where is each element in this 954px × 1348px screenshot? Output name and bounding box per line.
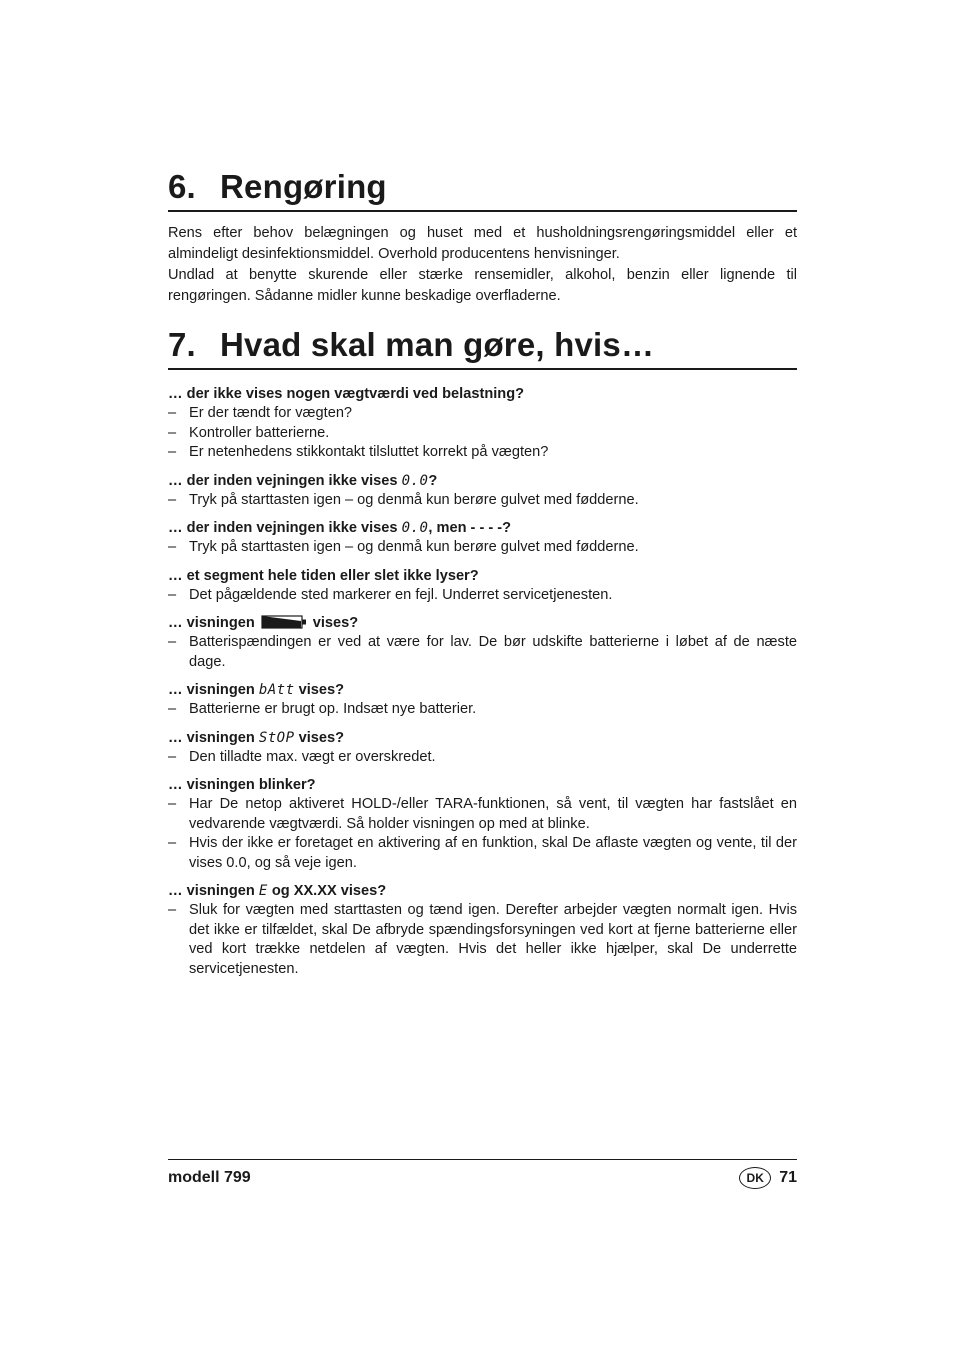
question: [168, 728, 797, 748]
question-text-suffix: ?: [428, 472, 438, 489]
answer-item: [168, 538, 797, 558]
qa-item: [168, 518, 797, 558]
answer-text: Tryk på starttasten igen – og denmå kun berøre gulvet med fødderne.: [189, 539, 639, 555]
question-text: … et segment hele tiden eller slet ikke lyser?: [168, 567, 479, 584]
answer-text: Tryk på starttasten igen – og denmå kun berøre gulvet med fødderne.: [189, 491, 639, 508]
answer-text: Kontroller batterierne.: [189, 424, 330, 441]
low-battery-icon: [261, 615, 307, 629]
section-6-title: Rengøring: [220, 168, 387, 205]
question: [168, 471, 797, 491]
qa-item: [168, 471, 797, 511]
answer-list: [168, 633, 797, 672]
answer-item: [168, 834, 797, 873]
answer-item: [168, 424, 797, 444]
question: [168, 518, 797, 538]
question-text: … der inden vejningen ikke vises: [168, 472, 402, 489]
display-segment-text: 0.0: [401, 520, 429, 536]
answer-text: Batterierne er brugt op. Indsæt nye batterier.: [189, 701, 477, 717]
question-text: … visningen: [168, 615, 255, 631]
dash-bullet: –: [168, 424, 177, 441]
display-segment-text: E: [258, 883, 268, 899]
display-segment-text: 0.0: [401, 472, 429, 489]
qa-item: [168, 881, 797, 979]
section-troubleshooting: [168, 326, 797, 979]
page-footer: [168, 1159, 797, 1186]
qa-item: [168, 566, 797, 606]
answer-item: [168, 491, 797, 511]
answer-item: [168, 901, 797, 979]
answer-item: [168, 443, 797, 463]
qa-item: [168, 775, 797, 873]
question-text: … der ikke vises nogen vægtværdi ved belastning?: [168, 386, 525, 402]
answer-list: [168, 901, 797, 979]
answer-item: [168, 404, 797, 424]
question-text-suffix: vises?: [294, 729, 345, 746]
dash-bullet: –: [168, 902, 177, 918]
question: [168, 613, 797, 633]
answer-text: Er netenhedens stikkontakt tilsluttet korrekt på vægten?: [189, 444, 549, 460]
qa-item: [168, 680, 797, 720]
qa-item: [168, 613, 797, 672]
answer-list: [168, 404, 797, 463]
qa-list: [168, 384, 797, 979]
dash-bullet: –: [168, 701, 177, 717]
question: [168, 680, 797, 700]
question-text-suffix: vises?: [294, 682, 345, 698]
dash-bullet: –: [168, 444, 177, 460]
display-segment-text: bAtt: [258, 682, 295, 698]
answer-item: [168, 633, 797, 672]
answer-item: [168, 700, 797, 720]
answer-list: [168, 700, 797, 720]
answer-text: Hvis der ikke er foretaget en aktivering af en funktion, skal De aflaste vægten og vente, til der vises 0.0, og så veje igen.: [189, 835, 797, 871]
question-text: … visningen: [168, 883, 259, 899]
question: [168, 881, 797, 901]
answer-item: [168, 748, 797, 768]
display-segment-text: StOP: [258, 729, 295, 746]
page-number: 71: [779, 1169, 797, 1186]
dash-bullet: –: [168, 634, 177, 650]
question-text: … visningen: [168, 682, 259, 698]
dash-bullet: –: [168, 748, 177, 765]
qa-item: [168, 384, 797, 463]
dash-bullet: –: [168, 539, 177, 555]
question: [168, 566, 797, 586]
question: [168, 384, 797, 404]
section-7-number: 7.: [168, 326, 196, 363]
answer-text: Sluk for vægten med starttasten og tænd igen. Derefter arbejder vægten normalt igen. Hvis det ikke er tilfældet, skal De afbryde spændingsforsyningen ved kort at fjerne batterierne eller ved kort trække netdelen af vægten. Hvis det heller ikke hjælper, skal De underrette servicetjenesten.: [189, 902, 797, 977]
section-6-body: [168, 223, 797, 307]
answer-list: [168, 491, 797, 511]
paragraph: Rens efter behov belægningen og huset med et husholdningsrengøringsmiddel eller et almindeligt desinfektionsmiddel. Overhold producentens henvisninger.: [168, 225, 797, 262]
answer-list: [168, 748, 797, 768]
section-7-title: Hvad skal man gøre, hvis…: [220, 326, 655, 363]
answer-list: [168, 538, 797, 558]
dash-bullet: –: [168, 491, 177, 508]
model-label: modell 799: [168, 1169, 251, 1186]
answer-text: Den tilladte max. vægt er overskredet.: [189, 748, 436, 765]
paragraph: Undlad at benytte skurende eller stærke rensemidler, alkohol, benzin eller lignende til rengøringen. Sådanne midler kunne beskadige overfladerne.: [168, 267, 797, 304]
dash-bullet: –: [168, 586, 177, 603]
dash-bullet: –: [168, 835, 177, 851]
question-text-suffix: og XX.XX vises?: [267, 883, 387, 899]
dash-bullet: –: [168, 405, 177, 421]
question-text-suffix: , men - - - -?: [428, 520, 512, 536]
answer-text: Batterispændingen er ved at være for lav. De bør udskifte batterierne i løbet af de næste dage.: [189, 634, 797, 670]
answer-text: Er der tændt for vægten?: [189, 405, 353, 421]
question-text-suffix: vises?: [312, 615, 359, 631]
question-text: … der inden vejningen ikke vises: [168, 520, 402, 536]
qa-item: [168, 728, 797, 768]
answer-text: Har De netop aktiveret HOLD-/eller TARA-funktionen, så vent, til vægten har fastslået en vedvarende vægtværdi. Så holder visningen op med at blinke.: [189, 796, 797, 832]
dash-bullet: –: [168, 796, 177, 812]
answer-item: [168, 586, 797, 606]
answer-text: Det pågældende sted markerer en fejl. Underret servicetjenesten.: [189, 586, 613, 603]
question: [168, 775, 797, 795]
answer-item: [168, 795, 797, 834]
section-6-heading: [168, 168, 797, 212]
section-6-number: 6.: [168, 168, 196, 205]
answer-list: [168, 795, 797, 873]
answer-list: [168, 586, 797, 606]
footer-right: [739, 1167, 797, 1189]
country-badge: DK: [739, 1167, 771, 1189]
question-text: … visningen blinker?: [168, 777, 316, 793]
question-text: … visningen: [168, 729, 259, 746]
section-7-heading: [168, 326, 797, 370]
section-cleaning: [168, 168, 797, 307]
